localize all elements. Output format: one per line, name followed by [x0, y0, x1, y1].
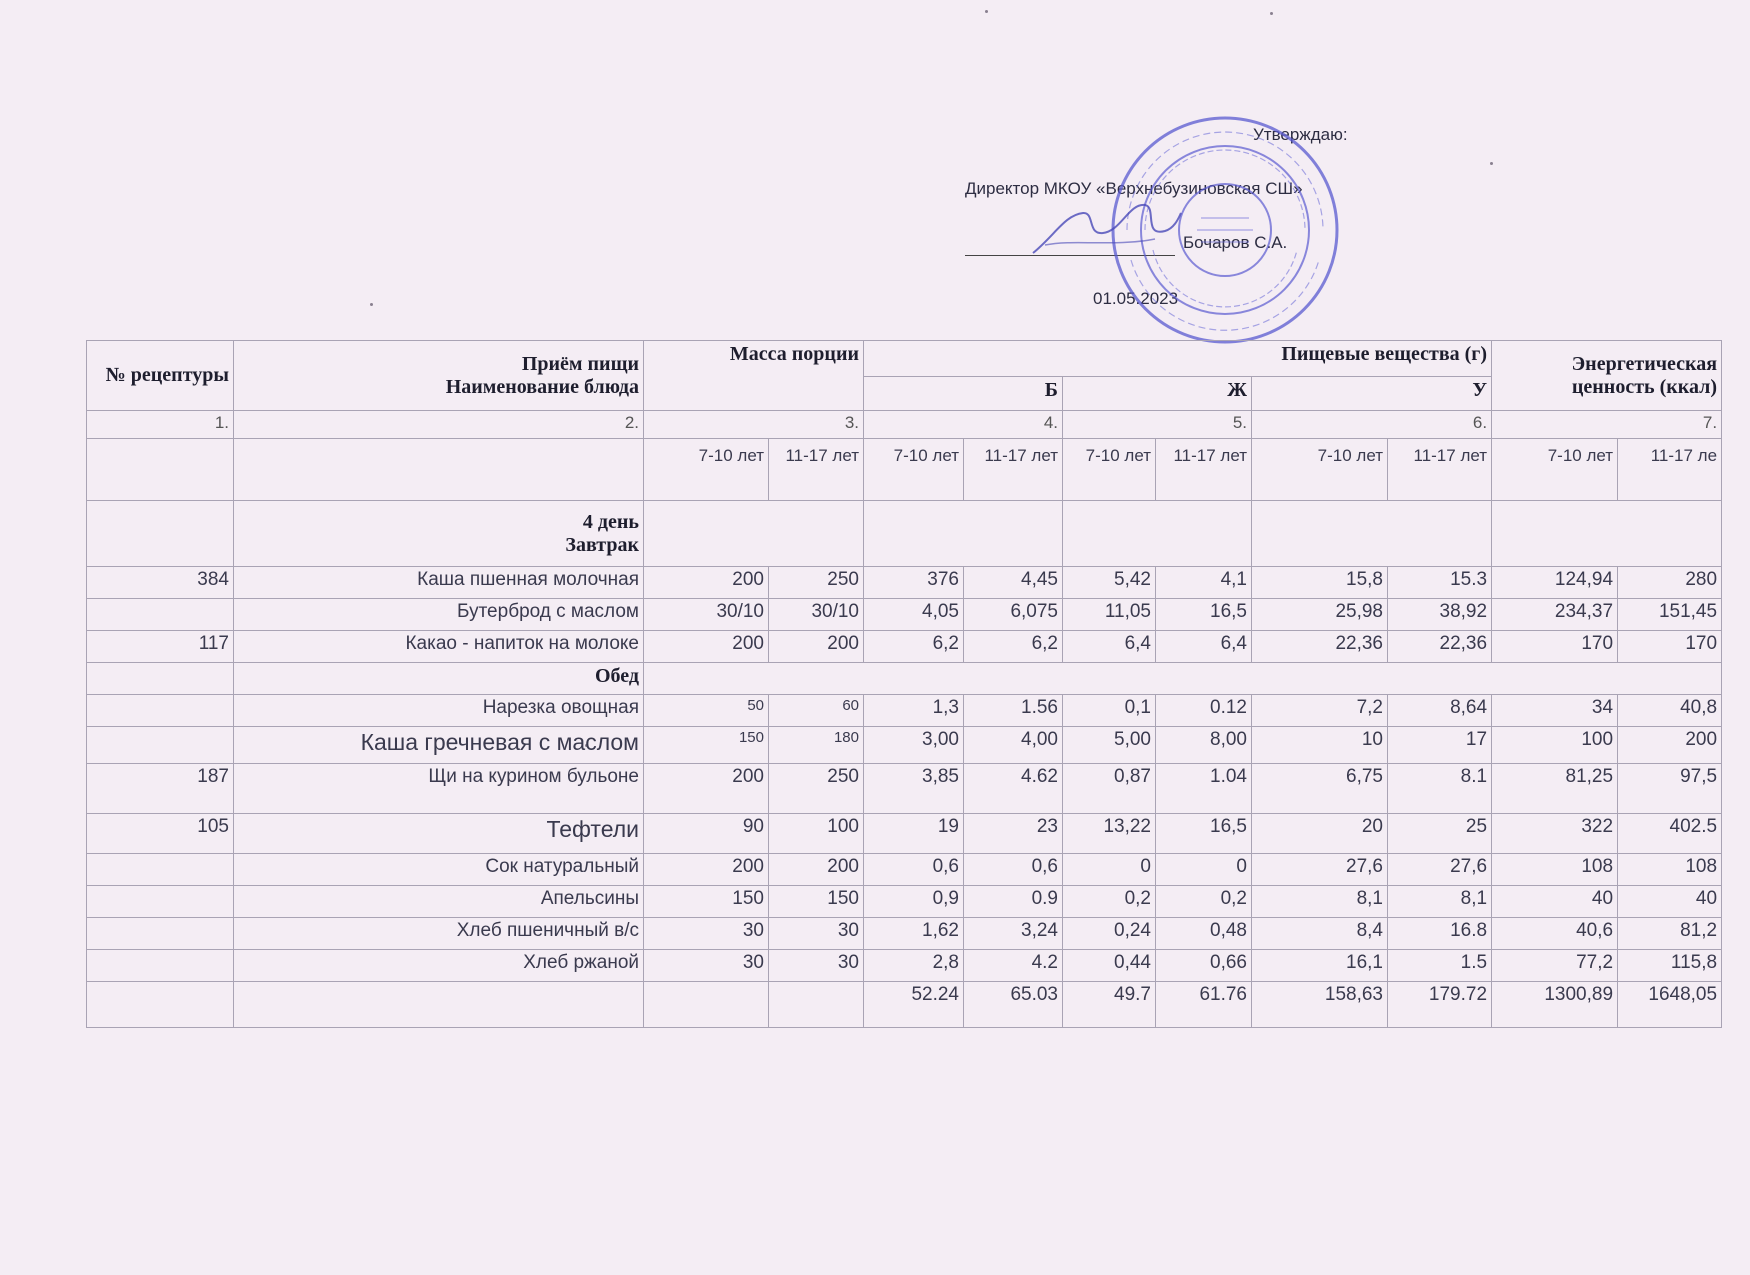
age-label: 11-17 лет [964, 439, 1063, 501]
value-cell: 0,6 [964, 854, 1063, 886]
value-cell: 100 [1492, 727, 1618, 764]
day-empty-cell [864, 501, 1063, 567]
value-cell: 16,5 [1156, 814, 1252, 854]
value-cell: 150 [644, 886, 769, 918]
value-cell: 5,00 [1063, 727, 1156, 764]
dish-row [87, 854, 1722, 886]
header-b: Б [864, 377, 1063, 411]
dish-row [87, 727, 1722, 764]
totals-empty-cell [87, 982, 234, 1028]
value-cell: 200 [769, 631, 864, 663]
total-value-cell: 49.7 [1063, 982, 1156, 1028]
value-cell: 150 [644, 727, 769, 764]
age-label: 7-10 лет [864, 439, 964, 501]
breakfast-label: Завтрак [565, 533, 639, 556]
dish-name-cell: Какао - напиток на молоке [234, 631, 644, 663]
value-cell: 0,2 [1063, 886, 1156, 918]
value-cell: 150 [769, 886, 864, 918]
scan-speck [1490, 162, 1493, 165]
age-label: 11-17 лет [1156, 439, 1252, 501]
value-cell: 90 [644, 814, 769, 854]
value-cell: 100 [769, 814, 864, 854]
menu-table-body [87, 341, 1722, 1028]
value-cell: 170 [1618, 631, 1722, 663]
approval-date: 01.05.2023 [1093, 289, 1179, 308]
age-label: 7-10 лет [1252, 439, 1388, 501]
day-empty-cell [1252, 501, 1492, 567]
day-row [87, 501, 1722, 567]
day-empty-cell [87, 501, 234, 567]
value-cell: 151,45 [1618, 599, 1722, 631]
col-number: 6. [1252, 411, 1492, 439]
header-energy: Энергетическая ценность (ккал) [1492, 341, 1722, 411]
age-label: 11-17 ле [1618, 439, 1722, 501]
value-cell: 0,6 [864, 854, 964, 886]
total-value-cell: 179.72 [1388, 982, 1492, 1028]
age-row [87, 439, 1722, 501]
dish-name-cell: Хлеб пшеничный в/с [234, 918, 644, 950]
value-cell: 8.1 [1388, 764, 1492, 814]
value-cell: 180 [769, 727, 864, 764]
total-value-cell: 65.03 [964, 982, 1063, 1028]
value-cell: 1,62 [864, 918, 964, 950]
value-cell: 81,25 [1492, 764, 1618, 814]
value-cell: 3,24 [964, 918, 1063, 950]
value-cell: 30 [769, 918, 864, 950]
value-cell: 8,4 [1252, 918, 1388, 950]
value-cell: 17 [1388, 727, 1492, 764]
value-cell: 0,48 [1156, 918, 1252, 950]
recipe-number-cell [87, 886, 234, 918]
value-cell: 10 [1252, 727, 1388, 764]
value-cell: 0,44 [1063, 950, 1156, 982]
recipe-number-cell [87, 727, 234, 764]
age-empty-cell [87, 439, 234, 501]
dish-name-cell: Сок натуральный [234, 854, 644, 886]
value-cell: 0,66 [1156, 950, 1252, 982]
value-cell: 97,5 [1618, 764, 1722, 814]
value-cell: 30/10 [769, 599, 864, 631]
value-cell: 77,2 [1492, 950, 1618, 982]
value-cell: 16,1 [1252, 950, 1388, 982]
dish-row [87, 814, 1722, 854]
value-cell: 0 [1063, 854, 1156, 886]
age-label: 11-17 лет [1388, 439, 1492, 501]
day-empty-cell [1063, 501, 1252, 567]
lunch-empty-cell [644, 663, 1722, 695]
col-number: 1. [87, 411, 234, 439]
value-cell: 1.56 [964, 695, 1063, 727]
value-cell: 6,4 [1063, 631, 1156, 663]
value-cell: 25 [1388, 814, 1492, 854]
value-cell: 81,2 [1618, 918, 1722, 950]
menu-table [86, 340, 1722, 1028]
value-cell: 4,00 [964, 727, 1063, 764]
value-cell: 0 [1156, 854, 1252, 886]
recipe-number-cell: 117 [87, 631, 234, 663]
value-cell: 30/10 [644, 599, 769, 631]
value-cell: 8,1 [1252, 886, 1388, 918]
age-label: 7-10 лет [1063, 439, 1156, 501]
value-cell: 8,00 [1156, 727, 1252, 764]
value-cell: 200 [644, 631, 769, 663]
day-heading [234, 501, 644, 567]
value-cell: 19 [864, 814, 964, 854]
dish-row [87, 918, 1722, 950]
value-cell: 4.2 [964, 950, 1063, 982]
totals-empty-cell [234, 982, 644, 1028]
value-cell: 6,4 [1156, 631, 1252, 663]
dish-name-cell: Каша гречневая с маслом [234, 727, 644, 764]
value-cell: 4,05 [864, 599, 964, 631]
value-cell: 200 [769, 854, 864, 886]
value-cell: 0,2 [1156, 886, 1252, 918]
value-cell: 0.9 [964, 886, 1063, 918]
dish-name-cell: Хлеб ржаной [234, 950, 644, 982]
value-cell: 13,22 [1063, 814, 1156, 854]
value-cell: 108 [1492, 854, 1618, 886]
dish-row [87, 695, 1722, 727]
recipe-number-cell [87, 599, 234, 631]
value-cell: 200 [1618, 727, 1722, 764]
recipe-number-cell [87, 918, 234, 950]
value-cell: 38,92 [1388, 599, 1492, 631]
value-cell: 15.3 [1388, 567, 1492, 599]
value-cell: 3,85 [864, 764, 964, 814]
value-cell: 27,6 [1388, 854, 1492, 886]
value-cell: 40 [1492, 886, 1618, 918]
value-cell: 4.62 [964, 764, 1063, 814]
value-cell: 3,00 [864, 727, 964, 764]
recipe-number-cell: 187 [87, 764, 234, 814]
value-cell: 322 [1492, 814, 1618, 854]
value-cell: 170 [1492, 631, 1618, 663]
day-empty-cell [1492, 501, 1722, 567]
approval-title: Утверждаю: [1253, 125, 1348, 144]
value-cell: 1.04 [1156, 764, 1252, 814]
recipe-number-cell [87, 695, 234, 727]
header-meal-line2: Наименование блюда [445, 375, 639, 398]
header-meal [234, 341, 644, 411]
column-number-row [87, 411, 1722, 439]
value-cell: 1,3 [864, 695, 964, 727]
value-cell: 40 [1618, 886, 1722, 918]
value-cell: 15,8 [1252, 567, 1388, 599]
value-cell: 30 [644, 918, 769, 950]
director-line: Директор МКОУ «Верхнебузиновская СШ» [965, 179, 1303, 198]
value-cell: 22,36 [1388, 631, 1492, 663]
dish-name-cell: Нарезка овощная [234, 695, 644, 727]
value-cell: 6,075 [964, 599, 1063, 631]
header-portion: Масса порции [644, 341, 864, 411]
value-cell: 0.12 [1156, 695, 1252, 727]
total-value-cell: 158,63 [1252, 982, 1388, 1028]
value-cell: 23 [964, 814, 1063, 854]
recipe-number-cell [87, 854, 234, 886]
value-cell: 115,8 [1618, 950, 1722, 982]
dish-row [87, 631, 1722, 663]
scan-speck [985, 10, 988, 13]
value-cell: 25,98 [1252, 599, 1388, 631]
value-cell: 16.8 [1388, 918, 1492, 950]
value-cell: 16,5 [1156, 599, 1252, 631]
value-cell: 34 [1492, 695, 1618, 727]
totals-row [87, 982, 1722, 1028]
value-cell: 5,42 [1063, 567, 1156, 599]
value-cell: 280 [1618, 567, 1722, 599]
value-cell: 20 [1252, 814, 1388, 854]
value-cell: 124,94 [1492, 567, 1618, 599]
dish-row [87, 764, 1722, 814]
value-cell: 60 [769, 695, 864, 727]
dish-name-cell: Апельсины [234, 886, 644, 918]
value-cell: 250 [769, 567, 864, 599]
value-cell: 200 [644, 764, 769, 814]
lunch-empty-cell [87, 663, 234, 695]
value-cell: 2,8 [864, 950, 964, 982]
recipe-number-cell: 105 [87, 814, 234, 854]
header-meal-line1: Приём пищи [521, 352, 639, 375]
col-number: 4. [864, 411, 1063, 439]
col-number: 5. [1063, 411, 1252, 439]
age-label: 7-10 лет [1492, 439, 1618, 501]
dish-name-cell: Тефтели [234, 814, 644, 854]
total-value-cell: 52.24 [864, 982, 964, 1028]
lunch-label: Обед [234, 663, 644, 695]
header-nutrients: Пищевые вещества (г) [864, 341, 1492, 377]
header-row-1 [87, 341, 1722, 377]
col-number: 2. [234, 411, 644, 439]
value-cell: 234,37 [1492, 599, 1618, 631]
value-cell: 0,24 [1063, 918, 1156, 950]
value-cell: 27,6 [1252, 854, 1388, 886]
scan-speck [370, 303, 373, 306]
value-cell: 11,05 [1063, 599, 1156, 631]
dish-name-cell: Щи на курином бульоне [234, 764, 644, 814]
value-cell: 6,2 [864, 631, 964, 663]
age-label: 7-10 лет [644, 439, 769, 501]
value-cell: 402.5 [1618, 814, 1722, 854]
dish-row [87, 567, 1722, 599]
total-value-cell: 61.76 [1156, 982, 1252, 1028]
value-cell: 0,1 [1063, 695, 1156, 727]
value-cell: 108 [1618, 854, 1722, 886]
total-value-cell: 1648,05 [1618, 982, 1722, 1028]
value-cell: 7,2 [1252, 695, 1388, 727]
totals-empty-cell [769, 982, 864, 1028]
value-cell: 0,9 [864, 886, 964, 918]
age-label: 11-17 лет [769, 439, 864, 501]
age-empty-cell [234, 439, 644, 501]
dish-row [87, 886, 1722, 918]
dish-name-cell: Каша пшенная молочная [234, 567, 644, 599]
day-label: 4 день [582, 510, 639, 533]
col-number: 7. [1492, 411, 1722, 439]
value-cell: 200 [644, 567, 769, 599]
value-cell: 250 [769, 764, 864, 814]
col-number: 3. [644, 411, 864, 439]
signature-scribble [1025, 195, 1185, 265]
value-cell: 30 [769, 950, 864, 982]
value-cell: 8,64 [1388, 695, 1492, 727]
totals-empty-cell [644, 982, 769, 1028]
value-cell: 0,87 [1063, 764, 1156, 814]
header-zh: Ж [1063, 377, 1252, 411]
value-cell: 6,2 [964, 631, 1063, 663]
dish-row [87, 950, 1722, 982]
director-name: Бочаров С.А. [1183, 233, 1288, 252]
dish-name-cell: Бутерброд с маслом [234, 599, 644, 631]
value-cell: 4,45 [964, 567, 1063, 599]
header-u: У [1252, 377, 1492, 411]
dish-row [87, 599, 1722, 631]
recipe-number-cell [87, 950, 234, 982]
value-cell: 1.5 [1388, 950, 1492, 982]
header-recipe-number: № рецептуры [87, 341, 234, 411]
value-cell: 50 [644, 695, 769, 727]
value-cell: 4,1 [1156, 567, 1252, 599]
value-cell: 376 [864, 567, 964, 599]
value-cell: 6,75 [1252, 764, 1388, 814]
lunch-section-row [87, 663, 1722, 695]
value-cell: 30 [644, 950, 769, 982]
scan-speck [1270, 12, 1273, 15]
value-cell: 40,8 [1618, 695, 1722, 727]
day-empty-cell [644, 501, 864, 567]
value-cell: 22,36 [1252, 631, 1388, 663]
value-cell: 8,1 [1388, 886, 1492, 918]
total-value-cell: 1300,89 [1492, 982, 1618, 1028]
recipe-number-cell: 384 [87, 567, 234, 599]
value-cell: 40,6 [1492, 918, 1618, 950]
value-cell: 200 [644, 854, 769, 886]
